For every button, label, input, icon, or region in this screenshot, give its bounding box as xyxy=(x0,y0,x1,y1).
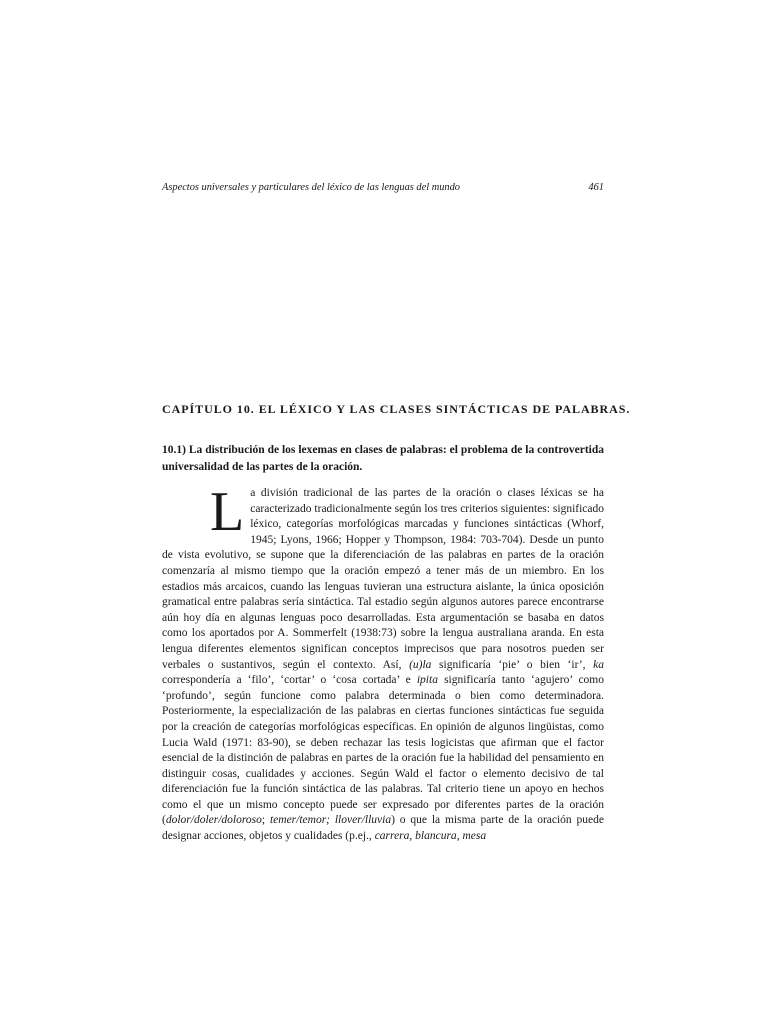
page-number: 461 xyxy=(588,182,604,193)
body-paragraph xyxy=(162,481,605,845)
body-text-run: significaría tanto ‘agujero’ como ‘profundo’, según funcione como palabra determinada o bien como determinadora. Posteriormente, la especialización de las palabras en ciertas funciones sintácticas fue seguida por la creación de categorías morfológicas específicas. En opinión de algunos lingüistas, como Lucia Wald (1971: 83-90), se deben rechazar las tesis logicistas que afirman que el factor esencial de la distinción de palabras en partes de la oración fue la habilidad del pensamiento en distinguir cosas, cualidades y acciones. Según Wald el factor o elemento decisivo de tal diferenciación fue la función sintáctica de las palabras. Tal criterio tiene un apoyo en hechos como el que un mismo concepto puede ser expresado por diferentes partes de la oración ( xyxy=(162,674,604,827)
example-term: ipita xyxy=(416,674,438,687)
body-text-run: correspondería a ‘filo’, ‘cortar’ o ‘cosa cortada’ e xyxy=(162,674,417,687)
example-term: carrera xyxy=(374,830,410,843)
example-term: dolor/doler/doloroso xyxy=(165,814,262,827)
body-text-run: ) o que la misma parte de la oración puede designar acciones, objetos y cualidades (p.ej., xyxy=(162,814,605,843)
running-head xyxy=(162,181,604,195)
section-heading: 10.1) La distribución de los lexemas en clases de palabras: el problema de la controvertida universalidad de las partes de la oración. xyxy=(162,444,604,473)
example-term: mesa xyxy=(462,830,487,843)
body-text-run: ; xyxy=(261,814,270,827)
chapter-title: CAPÍTULO 10. EL LÉXICO Y LAS CLASES SINTÁCTICAS DE PALABRAS. xyxy=(162,402,631,416)
example-term: temer/temor; llover/lluvia xyxy=(269,814,392,827)
body-text-run: significaría ‘pie’ o bien ‘ir’, xyxy=(431,658,594,671)
example-term: blancura xyxy=(415,830,457,843)
body-text-run: a división tradicional de las partes de la oración o clases léxicas se ha caracterizado tradicionalmente según los tres criterios siguientes: significado léxico, categorías morfológicas marcadas y funciones sintácticas (Whorf, 1945; Lyons, 1966; Hopper y Thompson, 1984: 703-704). Desde un punto de vista evolutivo, se supone que la diferenciación de las palabras en partes de la oración comenzaría al mismo tiempo que la oración empezó a tener más de un miembro. En los estadios más arcaicos, cuando las lenguas tuvieran una estructura aislante, la única oposición gramatical entre palabras sería sintáctica. Tal estadio según algunos autores parece encontrarse aún hoy día en algunas lenguas poco desarrolladas. Esta argumentación se basaba en datos como los aportados por A. Sommerfelt (1938:73) sobre la lengua australiana aranda. En esta lengua diferentes elementos significan conceptos imprecisos que para nosotros pueden ser verbales o sustantivos, según el contexto. Así, xyxy=(162,487,604,671)
body-text-run: , xyxy=(456,830,463,843)
running-head-title: Aspectos universales y particulares del léxico de las lenguas del mundo xyxy=(162,182,460,193)
drop-cap: L xyxy=(210,481,245,543)
example-term: (u)la xyxy=(409,658,432,671)
example-term: ka xyxy=(593,658,604,671)
body-text-run: , xyxy=(409,830,416,843)
